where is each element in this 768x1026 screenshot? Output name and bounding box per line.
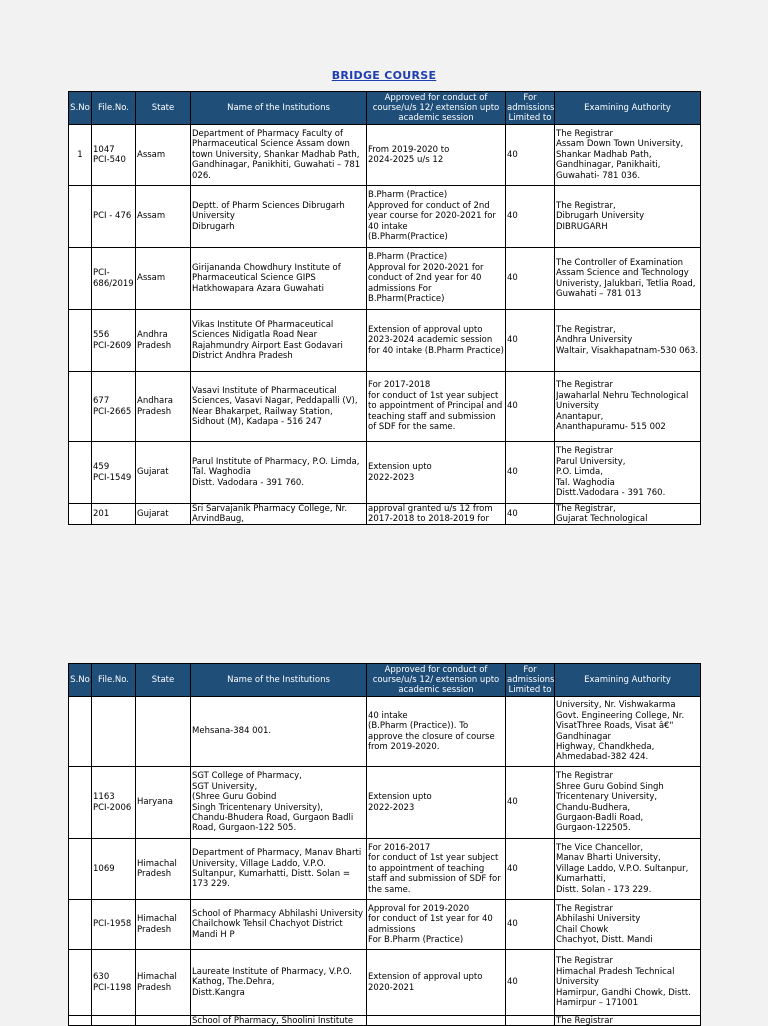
cell-state: Andhra Pradesh xyxy=(136,310,191,372)
cell-admissions: 40 xyxy=(506,310,555,372)
cell-institution: Department of Pharmacy, Manav Bharti University, Village Laddo, V.P.O. Sultanpur, Kumarhatti, Distt. Solan = 173 229. xyxy=(191,839,367,900)
cell-admissions: 40 xyxy=(506,839,555,900)
header-authority: Examining Authority xyxy=(555,664,701,697)
table-row xyxy=(69,950,701,1016)
table-row xyxy=(69,442,701,504)
cell-authority: The Registrar Abhilashi University Chail Chowk Chachyot, Distt. Mandi xyxy=(555,900,701,950)
header-sno: S.No xyxy=(69,664,92,697)
cell-admissions: 40 xyxy=(506,125,555,186)
cell-authority: The Registrar, Gujarat Technological xyxy=(555,504,701,525)
cell-admissions: 40 xyxy=(506,767,555,839)
bridge-course-table-2 xyxy=(68,663,701,1026)
cell-authority: The Registrar Himachal Pradesh Technical University Hamirpur, Gandhi Chowk, Distt. Hamirpur – 171001 xyxy=(555,950,701,1016)
cell-state: Andhara Pradesh xyxy=(136,372,191,442)
header-file-no: File.No. xyxy=(92,92,136,125)
cell-sno xyxy=(69,839,92,900)
table-row xyxy=(69,186,701,248)
cell-file-no: PCI-1958 xyxy=(92,900,136,950)
table-row xyxy=(69,767,701,839)
cell-state: Gujarat xyxy=(136,442,191,504)
table-row xyxy=(69,310,701,372)
cell-sno xyxy=(69,900,92,950)
cell-file-no: PCI - 476 xyxy=(92,186,136,248)
cell-state: Himachal Pradesh xyxy=(136,839,191,900)
cell-admissions xyxy=(506,1016,555,1026)
cell-admissions: 40 xyxy=(506,950,555,1016)
cell-file-no xyxy=(92,1016,136,1026)
cell-sno xyxy=(69,1016,92,1026)
cell-institution: Laureate Institute of Pharmacy, V.P.O. Kathog, The.Dehra, Distt.Kangra xyxy=(191,950,367,1016)
table-row xyxy=(69,1016,701,1026)
cell-state: Himachal Pradesh xyxy=(136,900,191,950)
cell-sno xyxy=(69,442,92,504)
cell-authority: University, Nr. Vishwakarma Govt. Engineering College, Nr. VisatThree Roads, Visat â€" Gandhinagar Highway, Chandkheda, Ahmedabad-382 424. xyxy=(555,697,701,767)
cell-institution: Vikas Institute Of Pharmaceutical Sciences Nidigatla Road Near Rajahmundry Airport East Godavari District Andhra Pradesh xyxy=(191,310,367,372)
cell-approved: Extension of approval upto 2020-2021 xyxy=(367,950,506,1016)
header-approved: Approved for conduct of course/u/s 12/ extension upto academic session xyxy=(367,92,506,125)
header-sno: S.No xyxy=(69,92,92,125)
cell-institution: Girijananda Chowdhury Institute of Pharmaceutical Science GIPS Hatkhowapara Azara Guwahati xyxy=(191,248,367,310)
cell-sno xyxy=(69,767,92,839)
cell-state: Himachal Pradesh xyxy=(136,950,191,1016)
cell-approved: B.Pharm (Practice) Approval for 2020-2021 for conduct of 2nd year for 40 admissions For B.Pharm(Practice) xyxy=(367,248,506,310)
cell-authority: The Controller of Examination Assam Science and Technology Univeristy, Jalukbari, Tetlia Road, Guwahati – 781 013 xyxy=(555,248,701,310)
bridge-course-table-1 xyxy=(68,91,701,525)
cell-state: Assam xyxy=(136,186,191,248)
cell-institution: Sri Sarvajanik Pharmacy College, Nr. ArvindBaug, xyxy=(191,504,367,525)
cell-admissions: 40 xyxy=(506,248,555,310)
header-admissions: For admissions Limited to xyxy=(507,665,555,695)
cell-state: Assam xyxy=(136,248,191,310)
cell-institution: Vasavi Institute of Pharmaceutical Sciences, Vasavi Nagar, Peddapalli (V), Near Bhakarpet, Railway Station, Sidhout (M), Kadapa - 516 247 xyxy=(191,372,367,442)
cell-approved: approval granted u/s 12 from 2017-2018 to 2018-2019 for xyxy=(367,504,506,525)
cell-file-no: 1047 PCI-540 xyxy=(92,125,136,186)
cell-file-no: 201 xyxy=(92,504,136,525)
cell-authority: The Registrar xyxy=(555,1016,701,1026)
cell-authority: The Registrar Jawaharlal Nehru Technological University Anantapur, Ananthapuramu- 515 002 xyxy=(555,372,701,442)
cell-file-no xyxy=(92,697,136,767)
cell-institution: Parul Institute of Pharmacy, P.O. Limda, Tal. Waghodia Distt. Vadodara - 391 760. xyxy=(191,442,367,504)
cell-file-no: 459 PCI-1549 xyxy=(92,442,136,504)
header-file-no: File.No. xyxy=(92,664,136,697)
header-approved: Approved for conduct of course/u/s 12/ extension upto academic session xyxy=(367,664,506,697)
cell-file-no: 677 PCI-2665 xyxy=(92,372,136,442)
cell-institution: Department of Pharmacy Faculty of Pharmaceutical Science Assam down town University, Shankar Madhab Path, Gandhinagar, Panikhiti, Guwahati – 781 026. xyxy=(191,125,367,186)
cell-institution: Deptt. of Pharm Sciences Dibrugarh University Dibrugarh xyxy=(191,186,367,248)
cell-approved: Extension of approval upto 2023-2024 academic session for 40 intake (B.Pharm Practice) xyxy=(367,310,506,372)
cell-approved: From 2019-2020 to 2024-2025 u/s 12 xyxy=(367,125,506,186)
cell-state xyxy=(136,697,191,767)
page-title: BRIDGE COURSE xyxy=(331,69,437,82)
cell-admissions xyxy=(506,697,555,767)
cell-state: Assam xyxy=(136,125,191,186)
table-row xyxy=(69,372,701,442)
table-row xyxy=(69,504,701,525)
cell-authority: The Registrar, Andhra University Waltair, Visakhapatnam-530 063. xyxy=(555,310,701,372)
cell-authority: The Registrar, Dibrugarh University DIBRUGARH xyxy=(555,186,701,248)
cell-institution: School of Pharmacy Abhilashi University Chailchowk Tehsil Chachyot District Mandi H P xyxy=(191,900,367,950)
cell-file-no: 556 PCI-2609 xyxy=(92,310,136,372)
cell-sno xyxy=(69,186,92,248)
header-institution: Name of the Institutions xyxy=(191,92,367,125)
table-row xyxy=(69,900,701,950)
cell-approved: For 2017-2018 for conduct of 1st year subject to appointment of Principal and teaching staff and submission of SDF for the same. xyxy=(367,372,506,442)
cell-admissions: 40 xyxy=(506,442,555,504)
cell-approved: Extension upto 2022-2023 xyxy=(367,442,506,504)
header-state: State xyxy=(136,92,191,125)
header-authority: Examining Authority xyxy=(555,92,701,125)
cell-file-no: 1069 xyxy=(92,839,136,900)
cell-sno xyxy=(69,504,92,525)
header-institution: Name of the Institutions xyxy=(191,664,367,697)
table-row xyxy=(69,125,701,186)
cell-sno: 1 xyxy=(69,125,92,186)
cell-admissions: 40 xyxy=(506,900,555,950)
table-row xyxy=(69,248,701,310)
cell-state: Gujarat xyxy=(136,504,191,525)
cell-file-no: 1163 PCI-2006 xyxy=(92,767,136,839)
cell-admissions: 40 xyxy=(506,372,555,442)
table-row xyxy=(69,839,701,900)
cell-file-no: PCI-686/2019 xyxy=(92,248,136,310)
cell-authority: The Registrar Shree Guru Gobind Singh Tricentenary University, Chandu-Budhera, Gurgaon-Badli Road, Gurgaon-122505. xyxy=(555,767,701,839)
cell-sno xyxy=(69,310,92,372)
cell-approved: 40 intake (B.Pharm (Practice)). To approve the closure of course from 2019-2020. xyxy=(367,697,506,767)
cell-approved: For 2016-2017 for conduct of 1st year subject to appointment of teaching staff and submission of SDF for the same. xyxy=(367,839,506,900)
cell-admissions: 40 xyxy=(506,186,555,248)
cell-authority: The Registrar Assam Down Town University, Shankar Madhab Path, Gandhinagar, Panikhaiti, Guwahati- 781 036. xyxy=(555,125,701,186)
cell-approved: B.Pharm (Practice) Approved for conduct of 2nd year course for 2020-2021 for 40 intake (B.Pharm(Practice) xyxy=(367,186,506,248)
cell-approved: Approval for 2019-2020 for conduct of 1st year for 40 admissions For B.Pharm (Practice) xyxy=(367,900,506,950)
cell-authority: The Registrar Parul University, P.O. Limda, Tal. Waghodia Distt.Vadodara - 391 760. xyxy=(555,442,701,504)
cell-admissions: 40 xyxy=(506,504,555,525)
cell-sno xyxy=(69,372,92,442)
cell-state xyxy=(136,1016,191,1026)
cell-file-no: 630 PCI-1198 xyxy=(92,950,136,1016)
cell-institution: School of Pharmacy, Shoolini Institute xyxy=(191,1016,367,1026)
cell-approved xyxy=(367,1016,506,1026)
cell-sno xyxy=(69,697,92,767)
header-admissions: For admissions Limited to xyxy=(507,93,555,123)
cell-state: Haryana xyxy=(136,767,191,839)
cell-approved: Extension upto 2022-2023 xyxy=(367,767,506,839)
table-header-row xyxy=(69,92,701,125)
cell-sno xyxy=(69,248,92,310)
table-row xyxy=(69,697,701,767)
cell-authority: The Vice Chancellor, Manav Bharti University, Village Laddo, V.P.O. Sultanpur, Kumarhatti, Distt. Solan - 173 229. xyxy=(555,839,701,900)
table-header-row xyxy=(69,664,701,697)
header-state: State xyxy=(136,664,191,697)
cell-institution: Mehsana-384 001. xyxy=(191,697,367,767)
cell-institution: SGT College of Pharmacy, SGT University, (Shree Guru Gobind Singh Tricentenary University), Chandu-Bhudera Road, Gurgaon Badli Road, Gurgaon-122 505. xyxy=(191,767,367,839)
cell-sno xyxy=(69,950,92,1016)
